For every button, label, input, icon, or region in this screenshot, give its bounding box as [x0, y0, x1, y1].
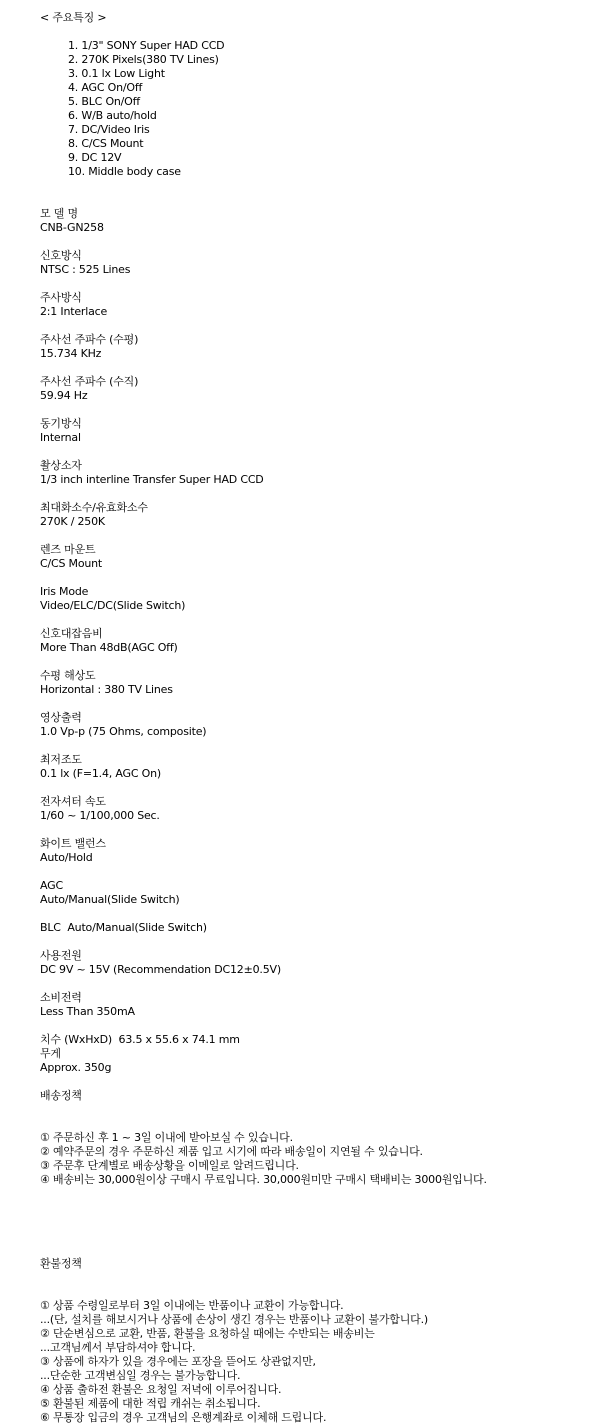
feature-item: 1. 1/3" SONY Super HAD CCD — [68, 39, 225, 52]
shipping-policy-item: ③ 주문후 단계별로 배송상황을 이메일로 알려드립니다. — [40, 1159, 299, 1172]
spec-value: More Than 48dB(AGC Off) — [40, 641, 178, 654]
refund-policy-title: 환불정책 — [40, 1257, 82, 1270]
refund-policy-item: ...단순한 고객변심일 경우는 불가능합니다. — [40, 1369, 241, 1382]
spec-value: 15.734 KHz — [40, 347, 102, 360]
spec-value: Horizontal : 380 TV Lines — [40, 683, 173, 696]
feature-item: 6. W/B auto/hold — [68, 109, 157, 122]
refund-policy-item: ⑤ 환불된 제품에 대한 적립 캐쉬는 취소됩니다. — [40, 1397, 261, 1410]
refund-policy-item: ⑥ 무통장 입금의 경우 고객님의 은행계좌로 이체해 드립니다. — [40, 1411, 327, 1424]
spec-label: 주사방식 — [40, 291, 82, 304]
spec-label: 수평 해상도 — [40, 669, 96, 682]
spec-label: 영상출력 — [40, 711, 82, 724]
spec-value: DC 9V ~ 15V (Recommendation DC12±0.5V) — [40, 963, 281, 976]
spec-label: 촬상소자 — [40, 459, 82, 472]
feature-item: 10. Middle body case — [68, 165, 181, 178]
spec-value: 2:1 Interlace — [40, 305, 108, 318]
spec-value: 1/60 ~ 1/100,000 Sec. — [40, 809, 160, 822]
spec-label: 모 델 명 — [40, 207, 78, 220]
refund-policy-item: ...(단, 설치를 해보시거나 상품에 손상이 생긴 경우는 반품이나 교환이 불가합니다.) — [40, 1313, 428, 1326]
shipping-policy-title: 배송정책 — [40, 1089, 82, 1102]
shipping-policy-item: ② 예약주문의 경우 주문하신 제품 입고 시기에 따라 배송일이 지연될 수 있습니다. — [40, 1145, 423, 1158]
spec-value: Auto/Manual(Slide Switch) — [40, 893, 180, 906]
spec-value: 270K / 250K — [40, 515, 105, 528]
spec-label: 전자셔터 속도 — [40, 795, 106, 808]
spec-label: 화이트 밸런스 — [40, 837, 106, 850]
spec-label: 렌즈 마운트 — [40, 543, 96, 556]
spec-value: 59.94 Hz — [40, 389, 88, 402]
refund-policy-item: ...고객님께서 부담하셔야 합니다. — [40, 1341, 196, 1354]
spec-value: Video/ELC/DC(Slide Switch) — [40, 599, 186, 612]
feature-item: 7. DC/Video Iris — [68, 123, 150, 136]
feature-item: 9. DC 12V — [68, 151, 122, 164]
shipping-policy-item: ④ 배송비는 30,000원이상 구매시 무료입니다. 30,000원미만 구매시 택배비는 3000원입니다. — [40, 1173, 487, 1186]
features-title: < 주요특징 > — [40, 11, 107, 24]
spec-label: 주사선 주파수 (수평) — [40, 333, 139, 346]
feature-item: 4. AGC On/Off — [68, 81, 143, 94]
spec-label: 동기방식 — [40, 417, 82, 430]
spec-value: Less Than 350mA — [40, 1005, 135, 1018]
spec-label: 신호대잡음비 — [40, 627, 103, 640]
spec-value: Internal — [40, 431, 81, 444]
refund-policy-item: ② 단순변심으로 교환, 반품, 환불을 요청하실 때에는 수반되는 배송비는 — [40, 1327, 375, 1340]
spec-label: AGC — [40, 879, 63, 892]
spec-value: 0.1 lx (F=1.4, AGC On) — [40, 767, 161, 780]
refund-policy-item: ① 상품 수령일로부터 3일 이내에는 반품이나 교환이 가능합니다. — [40, 1299, 344, 1312]
feature-item: 3. 0.1 lx Low Light — [68, 67, 165, 80]
feature-item: 5. BLC On/Off — [68, 95, 140, 108]
spec-value: 1/3 inch interline Transfer Super HAD CCD — [40, 473, 264, 486]
refund-policy-item: ③ 상품에 하자가 있을 경우에는 포장을 뜯어도 상관없지만, — [40, 1355, 316, 1368]
spec-value: CNB-GN258 — [40, 221, 104, 234]
spec-label: 신호방식 — [40, 249, 82, 262]
spec-label: 치수 (WxHxD) 63.5 x 55.6 x 74.1 mm — [40, 1033, 240, 1046]
spec-label: 최저조도 — [40, 753, 82, 766]
spec-label: 소비전력 — [40, 991, 82, 1004]
spec-label: 최대화소수/유효화소수 — [40, 501, 148, 514]
shipping-policy-item: ① 주문하신 후 1 ~ 3일 이내에 받아보실 수 있습니다. — [40, 1131, 293, 1144]
refund-policy-item: ④ 상품 출하전 환불은 요청일 저녁에 이루어집니다. — [40, 1383, 282, 1396]
feature-item: 8. C/CS Mount — [68, 137, 144, 150]
spec-value: NTSC : 525 Lines — [40, 263, 131, 276]
spec-value: C/CS Mount — [40, 557, 103, 570]
spec-label: Iris Mode — [40, 585, 89, 598]
spec-label: 무게 — [40, 1047, 61, 1060]
spec-value: Approx. 350g — [40, 1061, 112, 1074]
spec-label: BLC Auto/Manual(Slide Switch) — [40, 921, 207, 934]
spec-label: 사용전원 — [40, 949, 82, 962]
spec-label: 주사선 주파수 (수직) — [40, 375, 139, 388]
feature-item: 2. 270K Pixels(380 TV Lines) — [68, 53, 219, 66]
spec-value: 1.0 Vp-p (75 Ohms, composite) — [40, 725, 207, 738]
spec-value: Auto/Hold — [40, 851, 93, 864]
